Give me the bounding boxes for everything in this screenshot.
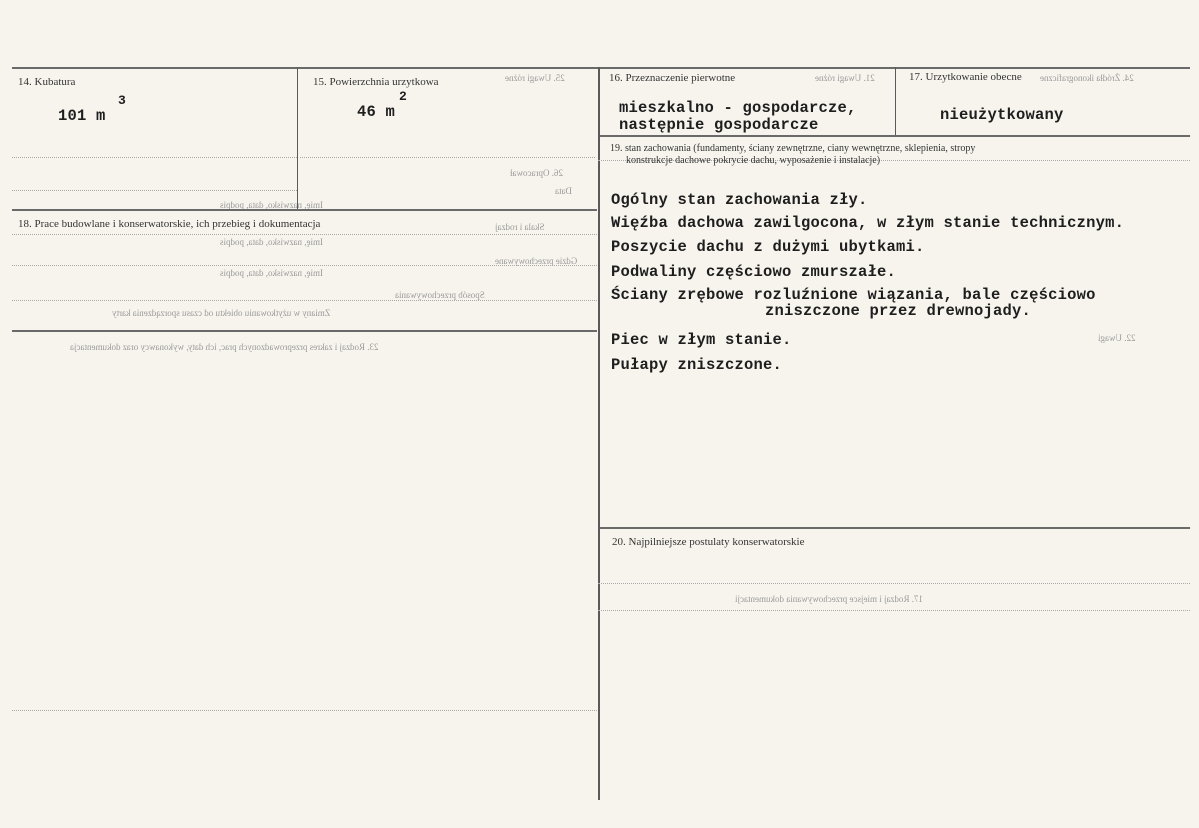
ruled-line bbox=[300, 157, 595, 158]
ghost-text: Imię, nazwisko, data, podpis bbox=[220, 237, 323, 247]
ruled-line bbox=[12, 190, 297, 191]
field-20-label: 20. Najpilniejsze postulaty konserwatorskie bbox=[612, 536, 805, 548]
field-16-label: 16. Przeznaczenie pierwotne bbox=[609, 72, 736, 84]
ghost-text: Sposób przechowywania bbox=[395, 290, 485, 300]
ghost-text: 23. Rodzaj i zakres przeprowadzonych prac, ich daty, wykonawcy oraz dokumentacja bbox=[70, 342, 379, 352]
column-divider bbox=[297, 67, 298, 209]
ghost-text: Data bbox=[555, 186, 572, 196]
condition-line: Więźba dachowa zawilgocona, w złym stanie technicznym. bbox=[611, 214, 1125, 232]
section-divider bbox=[12, 209, 597, 211]
top-border bbox=[12, 67, 1190, 69]
ruled-line bbox=[598, 583, 1190, 584]
ghost-text: Zmiany w użytkowaniu obiektu od czasu sporządzenia karty bbox=[112, 308, 331, 318]
condition-line: Poszycie dachu z dużymi ubytkami. bbox=[611, 238, 925, 256]
condition-line: zniszczone przez drewnojady. bbox=[765, 302, 1032, 320]
ruled-line bbox=[598, 610, 1190, 611]
field-17-label: 17. Urzytkowanie obecne bbox=[909, 71, 1022, 83]
field-14-exponent: 3 bbox=[118, 93, 126, 108]
ghost-text: Imię, nazwisko, data, podpis bbox=[220, 268, 323, 278]
ghost-text: 21. Uwagi różne bbox=[815, 73, 875, 83]
ruled-line bbox=[12, 265, 597, 266]
condition-line: Pułapy zniszczone. bbox=[611, 356, 783, 374]
section-divider bbox=[598, 527, 1190, 529]
field-17-value: nieużytkowany bbox=[940, 106, 1064, 124]
field-15-label: 15. Powierzchnia urzytkowa bbox=[313, 76, 439, 88]
ruled-line bbox=[12, 710, 597, 711]
field-14-label: 14. Kubatura bbox=[18, 76, 76, 88]
condition-line: Podwaliny częściowo zmurszałe. bbox=[611, 263, 897, 281]
column-divider bbox=[895, 67, 896, 135]
ghost-text: 24. Źródła ikonograficzne bbox=[1040, 73, 1134, 83]
ghost-text: Gdzie przechowywane bbox=[495, 256, 578, 266]
ruled-line bbox=[12, 300, 597, 301]
condition-line: Piec w złym stanie. bbox=[611, 331, 792, 349]
field-16-value-line2: następnie gospodarcze bbox=[619, 116, 819, 134]
ghost-text: Imię, nazwisko, data, podpis bbox=[220, 200, 323, 210]
ghost-text: 22. Uwagi bbox=[1098, 333, 1136, 343]
field-19-label-line2: konstrukcje dachowe pokrycie dachu, wyposażenie i instalacje) bbox=[626, 155, 881, 166]
field-19-label-line1: 19. stan zachowania (fundamenty, ściany zewnętrzne, ciany wewnętrzne, sklepienia, stropy bbox=[610, 143, 976, 154]
section-divider bbox=[12, 330, 597, 332]
ruled-line bbox=[12, 157, 297, 158]
ruled-line bbox=[12, 234, 597, 235]
field-18-label: 18. Prace budowlane i konserwatorskie, ich przebieg i dokumentacja bbox=[18, 218, 321, 230]
ghost-text: 17. Rodzaj i miejsce przechowywania dokumentacji bbox=[735, 594, 923, 604]
field-15-value: 46 m bbox=[357, 103, 396, 121]
section-divider bbox=[598, 135, 1190, 137]
condition-line: Ogólny stan zachowania zły. bbox=[611, 191, 868, 209]
ghost-text: 25. Uwagi różne bbox=[505, 73, 565, 83]
ghost-text: Skala i rodzaj bbox=[495, 222, 545, 232]
column-divider bbox=[598, 67, 600, 800]
field-16-value-line1: mieszkalno - gospodarcze, bbox=[619, 99, 857, 117]
condition-line: Ściany zrębowe rozluźnione wiązania, bale częściowo bbox=[611, 286, 1096, 304]
field-14-value: 101 m bbox=[58, 107, 106, 125]
field-15-exponent: 2 bbox=[399, 89, 407, 104]
ghost-text: 26. Opracował bbox=[510, 168, 563, 178]
